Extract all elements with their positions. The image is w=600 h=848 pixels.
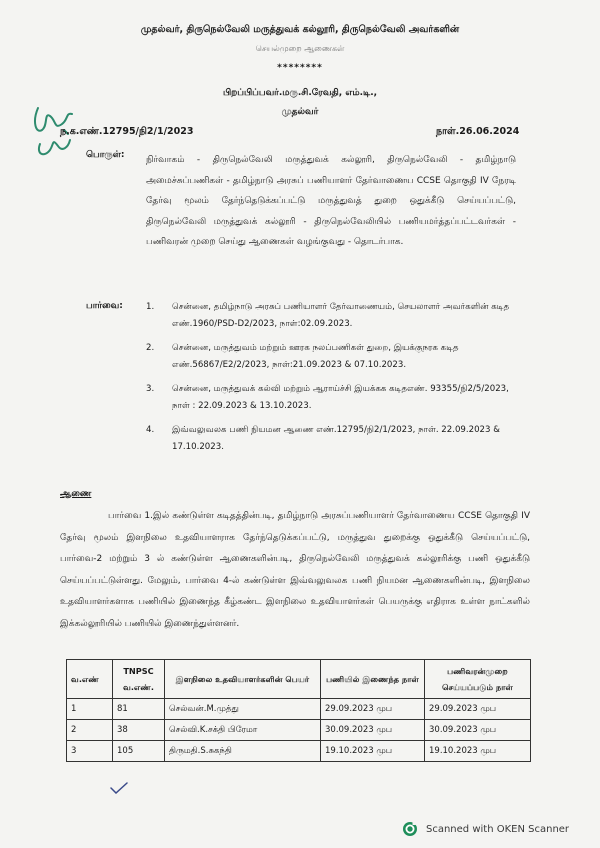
table-row: [67, 720, 531, 741]
table-cell: 19.10.2023 முப: [425, 741, 531, 762]
subject-label: பொருள்:: [86, 150, 125, 160]
column-header: இளநிலை உதவியாளர்களின் பெயர்: [165, 660, 321, 699]
table-cell: திருமதி.S.சுகந்தி: [165, 741, 321, 762]
table-row: [67, 741, 531, 762]
order-title: ஆணை: [60, 489, 92, 499]
references-label: பார்வை:: [86, 301, 123, 311]
reference-item: 3. சென்னை, மருத்துவக் கல்வி மற்றும் ஆராய்ச்சி இயக்கக கடிதஎண். 93355/நி2/5/2023, நாள் : 22.09.2023 & 13.10.2023.: [146, 384, 509, 411]
table-cell: 1: [67, 699, 113, 720]
table-cell: 105: [113, 741, 165, 762]
table-cell: 29.09.2023 முப: [321, 699, 425, 720]
handwritten-tick-mark: [110, 782, 128, 794]
header-separator: ********: [277, 63, 323, 73]
reference-number: ந.க.எண்.12795/நி2/1/2023: [60, 126, 194, 137]
oken-scanner-icon: [402, 821, 418, 837]
table-cell: செல்வன்.M.முத்து: [165, 699, 321, 720]
column-header: TNPSC வ.எண்.: [113, 660, 165, 699]
reference-item: 1. சென்னை, தமிழ்நாடு அரசுப் பணியாளர் தேர்வாணையம், செயலாளர் அவர்களின் கடித எண்.1960/PSD-D2/2023, நாள்:02.09.2023.: [146, 302, 510, 329]
proceedings-title: செயல்முறை ஆணைகள்: [255, 44, 345, 53]
table-cell: 81: [113, 699, 165, 720]
table-cell: 2: [67, 720, 113, 741]
order-date: நாள்.26.06.2024: [436, 126, 520, 137]
table-cell: 30.09.2023 முப: [425, 720, 531, 741]
reference-item: 4. இவ்வலுவலக பணி நியமன ஆணை எண்.12795/நி2/1/2023, நாள். 22.09.2023 & 17.10.2023.: [146, 425, 500, 452]
reference-item: 2. சென்னை, மருத்துவம் மற்றும் ஊரக நலப்பணிகள் துறை, இயக்குநரக கடித எண்.56867/E2/2/2023, நாள்:21.09.2023 & 07.10.2023.: [146, 343, 459, 370]
column-header: பணியில் இணைந்த நாள்: [321, 660, 425, 699]
table-header-row: [67, 660, 531, 699]
references-list: [146, 299, 526, 463]
office-header: முதல்வர், திருநெல்வேலி மருத்துவக் கல்லூரி, திருநெல்வேலி அவர்களின்: [140, 24, 460, 35]
staff-table: [66, 659, 531, 762]
table-cell: 19.10.2023 முப: [321, 741, 425, 762]
column-header: பணிவரன்முறை செய்யப்படும் நாள்: [425, 660, 531, 699]
table-cell: 29.09.2023 முப: [425, 699, 531, 720]
table-row: [67, 699, 531, 720]
subject-text: நிர்வாகம் - திருநெல்வேலி மருத்துவக் கல்லூரி, திருநெல்வேலி - தமிழ்நாடு அமைச்சுப்பணிகள் - தமிழ்நாடு அரசுப் பணியாளர் தேர்வாணைய CCSE தொகுதி IV நேரடி தேர்வு மூலம் தேர்ந்தெடுக்கப்பட்டு மருத்துவத் துறை ஒதுக்கீடு செய்யப்பட்டு, திருநெல்வேலி மருத்துவக் கல்லூரி - திருநெல்வேலியில் பணியமர்த்தப்பட்டவர்கள் - பணிவரன் முறை செய்து ஆணைகள் வழங்குவது - தொடர்பாக.: [146, 155, 516, 247]
order-body: பார்வை 1.இல் கண்டுள்ள கடிதத்தின்படி, தமிழ்நாடு அரசுப்பணியாளர் தேர்வாணைய CCSE தொகுதி IV தேர்வு மூலம் இளநிலை உதவியாளராக தேர்ந்தெடுக்கப்பட்டு, மருத்துவ துறைக்கு ஒதுக்கீடு செய்யப்பட்டு, பார்வை-2 மற்றும் 3 ல் கண்டுள்ள ஆணைகளின்படி, திருநெல்வேலி மருத்துவக் கல்லூரிக்கு பணி ஒதுக்கீடு செய்யப்பட்டுள்ளது. மேலும், பார்வை 4-ல் கண்டுள்ள இவ்வலுவலக பணி நியமன ஆணைகளின்படி, இளநிலை உதவியாளர்களாக பணியில் இணைந்த கீழ்கண்ட இளநிலை உதவியாளர்கள் பெயருக்கு எதிராக உள்ள நாட்களில் இக்கல்லூரியில் பணியில் இணைந்துள்ளனர்.: [60, 511, 530, 629]
issuer-designation: முதல்வர்: [281, 107, 319, 117]
table-cell: செல்வி.K.சக்தி பிரேமா: [165, 720, 321, 741]
scanner-watermark: [402, 818, 592, 840]
scanner-watermark-text: Scanned with OKEN Scanner: [426, 823, 570, 835]
issuer-name: பிறப்பிப்பவர்.மரு.சி.ரேவதி, எம்.டி.,: [222, 88, 378, 98]
table-cell: 38: [113, 720, 165, 741]
table-cell: 3: [67, 741, 113, 762]
column-header: வ.எண்: [67, 660, 113, 699]
table-cell: 30.09.2023 முப: [321, 720, 425, 741]
